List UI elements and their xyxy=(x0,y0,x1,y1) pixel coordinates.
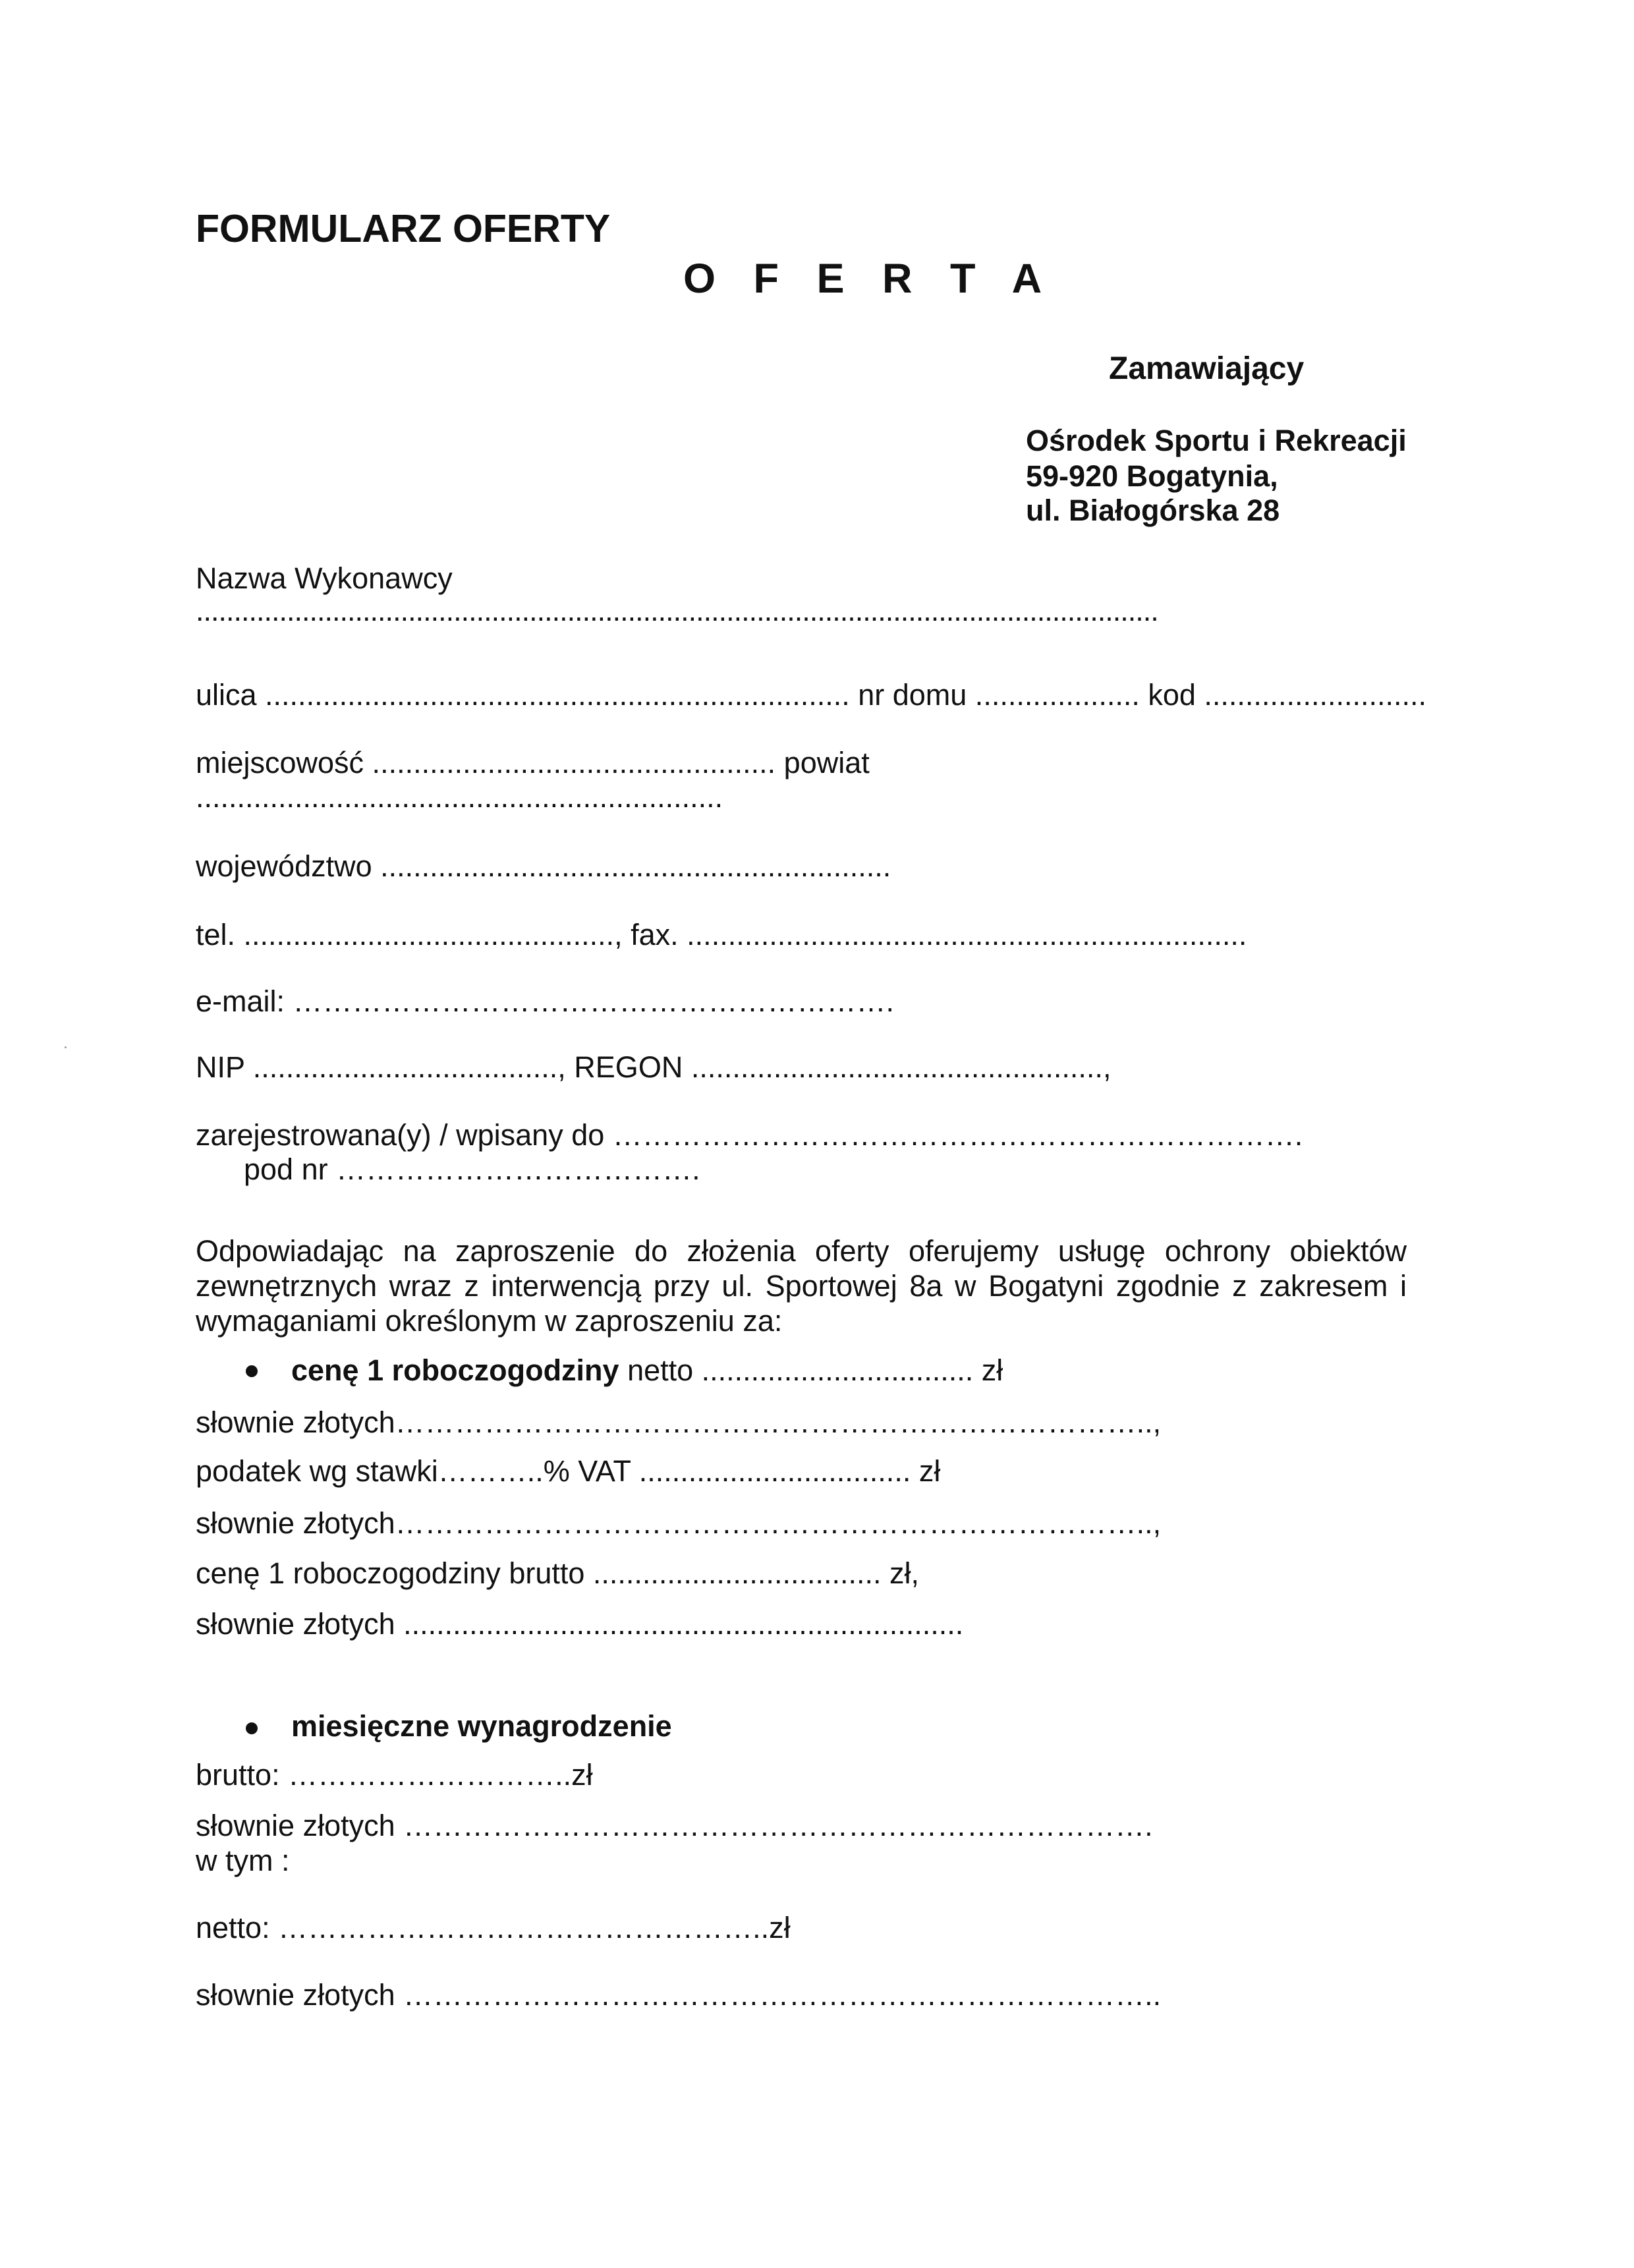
hourly-words-2[interactable]: słownie złotych………………………………………………………………….., xyxy=(196,1506,1162,1540)
hourly-net-line[interactable] xyxy=(291,1355,1003,1385)
scan-speck xyxy=(65,1046,67,1048)
phone-fax-line[interactable]: tel. ............................................., fax. .................................................................... xyxy=(196,918,1247,951)
county-field[interactable]: ................................................................ xyxy=(196,780,723,814)
monthly-net-line[interactable]: netto: …………………………………………..zł xyxy=(196,1911,791,1944)
nip-regon-line[interactable]: NIP ....................................., REGON .................................................., xyxy=(196,1050,1112,1084)
email-line[interactable]: e-mail: ……………………………………………………. xyxy=(196,984,895,1018)
client-postal-city: 59-920 Bogatynia, xyxy=(1026,459,1278,493)
offer-heading: O F E R T A xyxy=(683,256,1056,302)
street-line[interactable]: ulica ....................................................................... nr domu .................... kod ........................... xyxy=(196,678,1426,712)
monthly-gross-line[interactable]: brutto: ………………………..zł xyxy=(196,1758,593,1792)
hourly-bold-label: cenę 1 roboczogodziny xyxy=(291,1353,619,1387)
offer-paragraph: Odpowiadając na zaproszenie do złożenia oferty oferujemy usługę ochrony obiektów zewnętrznych wraz z interwencją przy ul. Sportowej 8a w Bogatyni zgodnie z zakresem i wymaganiami określonym w zaproszeniu za: xyxy=(196,1234,1407,1338)
monthly-words-2[interactable]: słownie złotych ………………………………………………………………….. xyxy=(196,1978,1162,2012)
client-name: Ośrodek Sportu i Rekreacji xyxy=(1026,424,1407,457)
client-label: Zamawiający xyxy=(1109,351,1305,386)
contractor-name-label: Nazwa Wykonawcy xyxy=(196,561,453,595)
vat-line[interactable]: podatek wg stawki………..% VAT ................................. zł xyxy=(196,1454,941,1488)
bullet-hourly xyxy=(246,1365,258,1377)
hourly-gross-line[interactable]: cenę 1 roboczogodziny brutto ................................... zł, xyxy=(196,1556,919,1590)
hourly-words-1[interactable]: słownie złotych………………………………………………………………….., xyxy=(196,1405,1162,1439)
registration-number-line[interactable]: pod nr ………………………………. xyxy=(244,1152,700,1186)
monthly-heading: miesięczne wynagrodzenie xyxy=(291,1709,672,1743)
hourly-words-3[interactable]: słownie złotych .................................................................... xyxy=(196,1607,964,1641)
hourly-net-rest: netto ................................. zł xyxy=(619,1353,1003,1387)
registration-line[interactable]: zarejestrowana(y) / wpisany do ……………………………………………………………. xyxy=(196,1118,1303,1152)
client-street: ul. Białogórska 28 xyxy=(1026,494,1280,527)
city-line[interactable]: miejscowość ................................................. powiat xyxy=(196,746,870,780)
voivodeship-line[interactable]: województwo .............................................................. xyxy=(196,849,891,883)
form-title: FORMULARZ OFERTY xyxy=(196,207,611,250)
monthly-words-1[interactable]: słownie złotych …………………………………………………………………. xyxy=(196,1809,1153,1842)
monthly-including: w tym : xyxy=(196,1844,290,1877)
bullet-monthly xyxy=(246,1722,258,1734)
contractor-name-field[interactable]: ............................................................................................................................... xyxy=(196,594,1158,627)
